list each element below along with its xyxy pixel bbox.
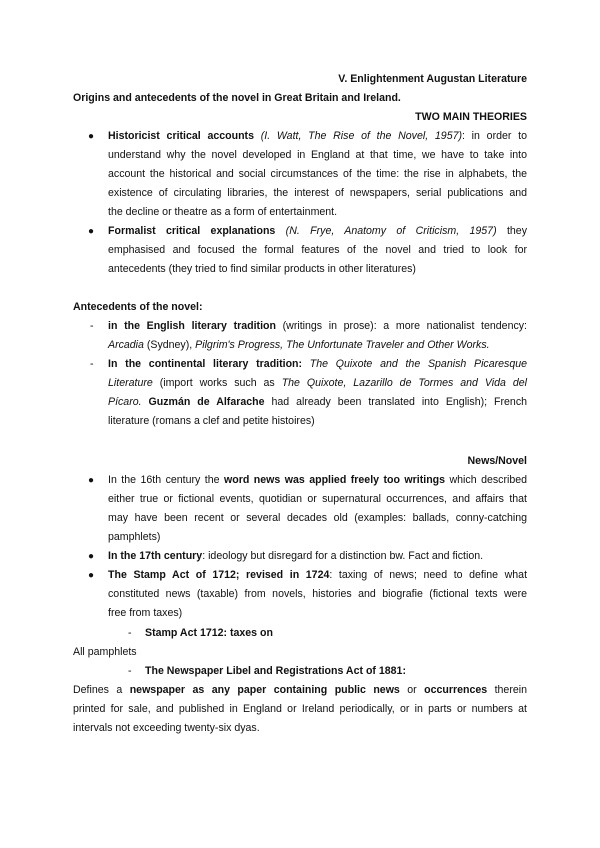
theory-historicist: Historicist critical accounts (I. Watt, The Rise of the Novel, 1957): in order to understand why the novel developed in England at that time, we have to take into account the historical and social circumstances of the time: the rise in alphabets, the existence of circulating libraries, the interest of newspapers, serial publications and the decline or theatre as a form of entertainment.: [108, 130, 527, 218]
libel-act-line: The Newspaper Libel and Registrations Act of 1881:: [145, 665, 406, 677]
bullet-icon: ●: [88, 131, 95, 142]
all-pamphlets-line: All pamphlets: [73, 646, 137, 658]
main-heading: Origins and antecedents of the novel in Great Britain and Ireland.: [73, 92, 401, 104]
stamp-act-line: Stamp Act 1712: taxes on: [145, 627, 273, 639]
bullet-icon: ●: [88, 475, 95, 486]
antecedents-heading: Antecedents of the novel:: [73, 301, 203, 313]
antecedent-english: in the English literary tradition (writings in prose): a more nationalist tendency: Arcadia (Sydney), Pilgrim's Progress, The Unfortunate Traveler and Other Works.: [108, 320, 527, 351]
newspaper-definition: Defines a newspaper as any paper containing public news or occurrences therein printed for sale, and published in England or Ireland periodically, or in parts or numbers at intervals not exceeding twenty-six dyas.: [73, 684, 527, 734]
section-title: V. Enlightenment Augustan Literature: [338, 73, 527, 85]
theory-formalist: Formalist critical explanations (N. Frye, Anatomy of Criticism, 1957) they emphasised and focused the formal features of the novel and tried to look for antecedents (they tried to find similar products in other literatures): [108, 225, 527, 275]
bullet-icon: ●: [88, 570, 95, 581]
news-item-17th-century: In the 17th century: ideology but disregard for a distinction bw. Fact and fiction.: [108, 550, 484, 562]
dash-marker: -: [128, 665, 132, 677]
theories-heading: TWO MAIN THEORIES: [415, 111, 527, 123]
dash-marker: -: [90, 358, 94, 370]
news-heading: News/Novel: [467, 455, 527, 467]
news-item-16th-century: In the 16th century the word news was applied freely too writings which described either true or fictional events, quotidian or supernatural occurrences, and affairs that may have been recent or several decades old (examples: ballads, conny-catching pamphlets): [108, 474, 527, 543]
dash-marker: -: [128, 627, 132, 639]
antecedent-continental: In the continental literary tradition: The Quixote and the Spanish Picaresque Literature (import works such as The Quixote, Lazarillo de Tormes and Vida del Pícaro. Guzmán de Alfarache had already been translated into English); French literature (romans a clef and petite histoires): [108, 358, 528, 427]
news-item-stamp-act: The Stamp Act of 1712; revised in 1724: taxing of news; need to define what constituted news (taxable) from novels, histories and biografie (fictional texts were free from taxes): [108, 569, 528, 619]
bullet-icon: ●: [88, 226, 95, 237]
bullet-icon: ●: [88, 551, 95, 562]
dash-marker: -: [90, 320, 94, 332]
